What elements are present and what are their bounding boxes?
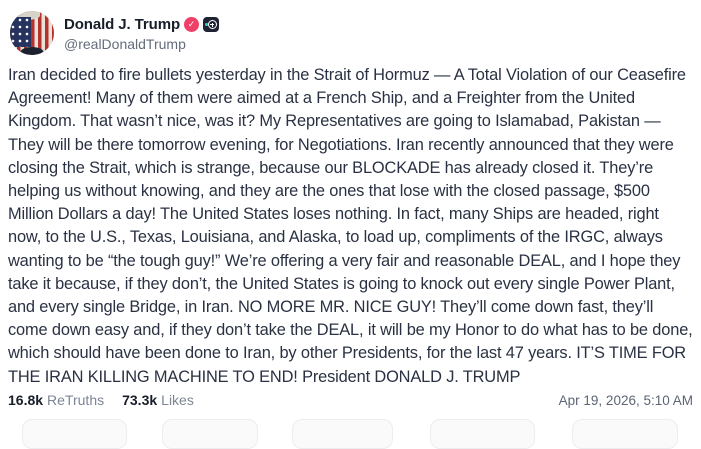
cutoff-action-button[interactable] xyxy=(22,419,127,449)
likes-count: 73.3k xyxy=(122,392,158,408)
cutoff-action-button[interactable] xyxy=(572,419,678,449)
retruths-stat[interactable] xyxy=(8,392,104,408)
user-handle[interactable]: @realDonaldTrump xyxy=(64,36,186,52)
post-stats-row xyxy=(8,392,693,408)
avatar-shading xyxy=(10,11,54,55)
verified-badge-icon: ✓ xyxy=(184,17,199,32)
identity-block xyxy=(64,11,219,52)
avatar[interactable] xyxy=(10,11,54,55)
retruths-label: ReTruths xyxy=(47,392,105,408)
display-name[interactable]: Donald J. Trump xyxy=(64,16,181,33)
plus-badge-icon xyxy=(203,17,219,32)
cutoff-action-button[interactable] xyxy=(162,419,258,449)
likes-label: Likes xyxy=(161,392,194,408)
retruths-count: 16.8k xyxy=(8,392,44,408)
post-body-text: Iran decided to fire bullets yesterday in the Strait of Hormuz — A Total Violation of our Ceasefire Agreement! Many of them were aimed at a French Ship, and a Freighter from the United Kingdom. That wasn’t nice, was it? My Representatives are going to Islamabad, Pakistan — They will be there tomorrow evening, for Negotiations. Iran recently announced that they were closing the Strait, which is strange, because our BLOCKADE has already closed it. They’re helping us without knowing, and they are the ones that lose with the closed passage, $500 Million Dollars a day! The United States loses nothing. In fact, many Ships are headed, right now, to the U.S., Texas, Louisiana, and Alaska, to load up, compliments of the IRGC, always wanting to be “the tough guy!” We’re offering a very fair and reasonable DEAL, and I hope they take it because, if they don’t, the United States is going to knock out every single Power Plant, and every single Bridge, in Iran. NO MORE MR. NICE GUY! They’ll come down fast, they’ll come down easy and, if they don’t take the DEAL, it will be my Honor to do what has to be done, which should have been done to Iran, by other Presidents, for the last 47 years. IT’S TIME FOR THE IRAN KILLING MACHINE TO END! President DONALD J. TRUMP xyxy=(8,66,697,386)
cutoff-action-button[interactable] xyxy=(292,419,393,449)
post-timestamp: Apr 19, 2026, 5:10 AM xyxy=(558,393,693,408)
cutoff-action-button[interactable] xyxy=(430,419,535,449)
likes-stat[interactable] xyxy=(122,392,194,408)
post-header xyxy=(10,11,219,55)
